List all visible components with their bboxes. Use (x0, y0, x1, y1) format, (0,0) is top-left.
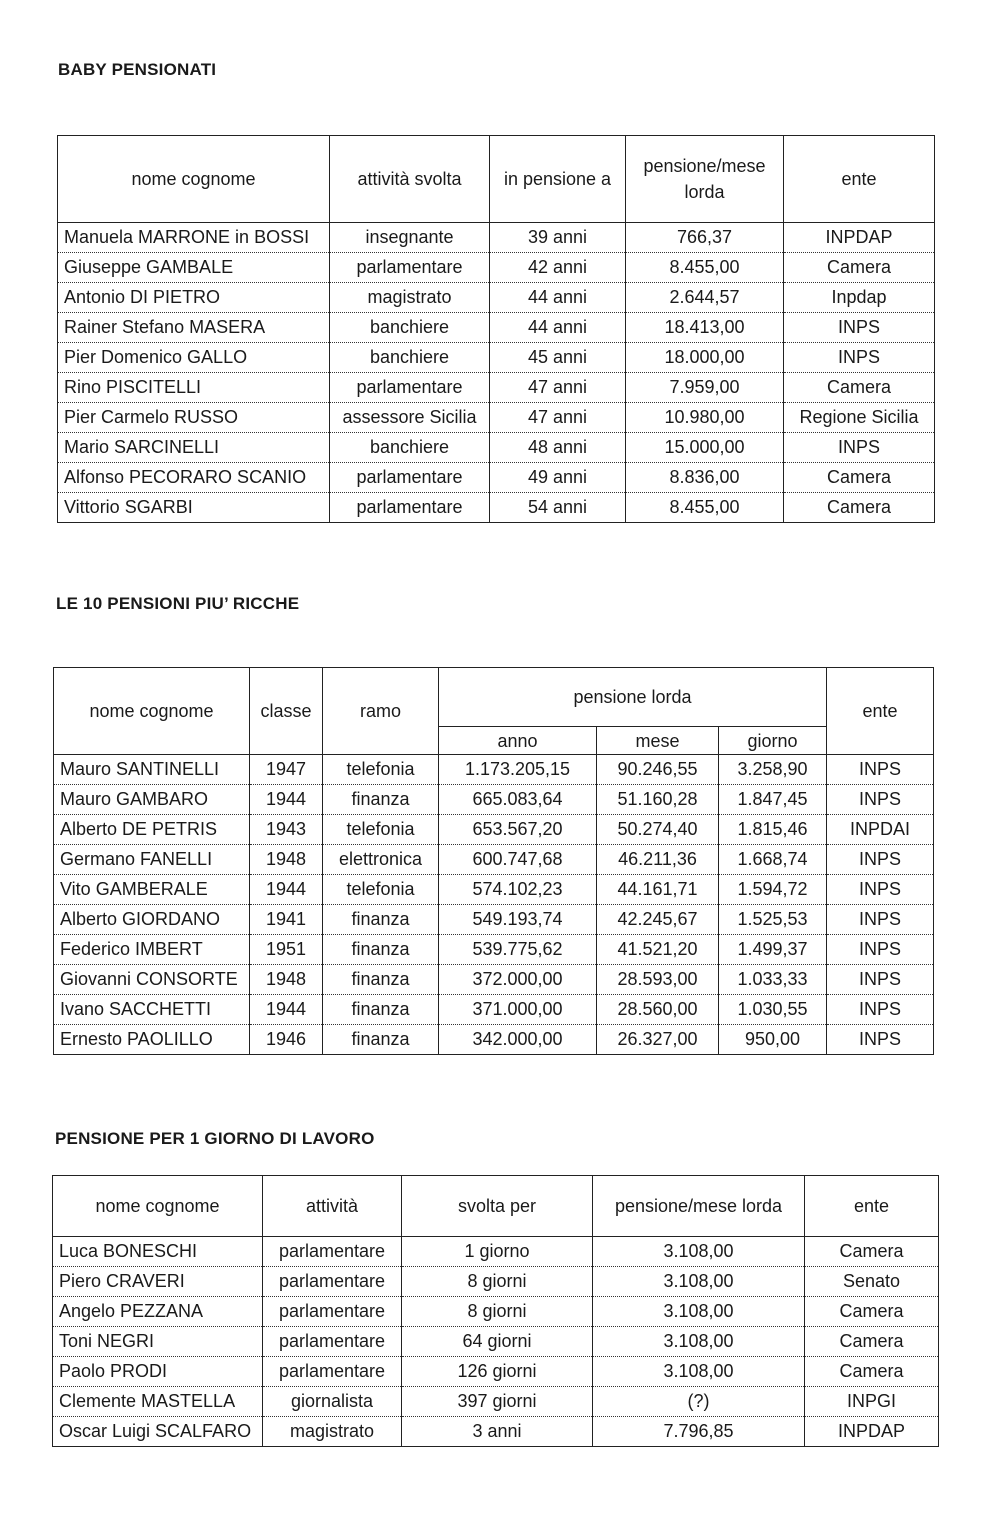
table-row (54, 875, 934, 905)
cell-nome: Paolo PRODI (53, 1357, 263, 1387)
cell-ramo: finanza (323, 935, 439, 965)
cell-svolta-per: 64 giorni (402, 1327, 593, 1357)
col-header-pensione-mese: pensione/mese lorda (626, 136, 784, 223)
cell-pensione-mese: 15.000,00 (626, 433, 784, 463)
cell-nome: Angelo PEZZANA (53, 1297, 263, 1327)
col-header-pensione-mese: pensione/mese lorda (593, 1176, 805, 1237)
table-header-row (54, 668, 934, 727)
cell-attivita: magistrato (330, 283, 490, 313)
table-row (58, 433, 935, 463)
col-header-nome: nome cognome (53, 1176, 263, 1237)
table-row (58, 343, 935, 373)
cell-pensione-mese: 8.455,00 (626, 253, 784, 283)
section-title-baby-pensionati: BABY PENSIONATI (58, 60, 217, 79)
cell-in-pensione: 45 anni (490, 343, 626, 373)
table-row (53, 1327, 939, 1357)
cell-nome: Giuseppe GAMBALE (58, 253, 330, 283)
cell-attivita: parlamentare (263, 1267, 402, 1297)
cell-attivita: parlamentare (330, 493, 490, 523)
cell-svolta-per: 8 giorni (402, 1267, 593, 1297)
col-header-nome: nome cognome (54, 668, 250, 755)
cell-pensione-mese: 7.796,85 (593, 1417, 805, 1447)
cell-mese: 90.246,55 (597, 755, 719, 785)
table-row (58, 283, 935, 313)
col-header-svolta-per: svolta per (402, 1176, 593, 1237)
cell-giorno: 1.030,55 (719, 995, 827, 1025)
cell-giorno: 950,00 (719, 1025, 827, 1055)
cell-ramo: finanza (323, 905, 439, 935)
cell-ente: INPS (827, 755, 934, 785)
cell-attivita: insegnante (330, 223, 490, 253)
cell-svolta-per: 3 anni (402, 1417, 593, 1447)
cell-anno: 653.567,20 (439, 815, 597, 845)
cell-ente: Camera (784, 253, 935, 283)
cell-giorno: 1.668,74 (719, 845, 827, 875)
cell-anno: 372.000,00 (439, 965, 597, 995)
table-row (58, 373, 935, 403)
cell-anno: 539.775,62 (439, 935, 597, 965)
col-header-mese: mese (597, 727, 719, 755)
cell-anno: 665.083,64 (439, 785, 597, 815)
cell-svolta-per: 397 giorni (402, 1387, 593, 1417)
cell-ramo: finanza (323, 965, 439, 995)
cell-nome: Pier Domenico GALLO (58, 343, 330, 373)
table-row (54, 965, 934, 995)
cell-giorno: 1.847,45 (719, 785, 827, 815)
cell-mese: 41.521,20 (597, 935, 719, 965)
cell-nome: Oscar Luigi SCALFARO (53, 1417, 263, 1447)
cell-in-pensione: 49 anni (490, 463, 626, 493)
cell-mese: 44.161,71 (597, 875, 719, 905)
cell-in-pensione: 42 anni (490, 253, 626, 283)
table-row (54, 845, 934, 875)
cell-classe: 1946 (250, 1025, 323, 1055)
cell-pensione-mese: 18.413,00 (626, 313, 784, 343)
cell-classe: 1944 (250, 785, 323, 815)
cell-nome: Antonio DI PIETRO (58, 283, 330, 313)
cell-pensione-mese: 2.644,57 (626, 283, 784, 313)
cell-in-pensione: 47 anni (490, 373, 626, 403)
section-title-pensione-1-giorno: PENSIONE PER 1 GIORNO DI LAVORO (55, 1129, 375, 1148)
cell-pensione-mese: 8.836,00 (626, 463, 784, 493)
col-header-pensione-lorda: pensione lorda (439, 668, 827, 727)
cell-mese: 28.560,00 (597, 995, 719, 1025)
cell-pensione-mese: 18.000,00 (626, 343, 784, 373)
cell-ramo: telefonia (323, 815, 439, 845)
cell-svolta-per: 1 giorno (402, 1237, 593, 1267)
col-header-ente: ente (805, 1176, 939, 1237)
cell-ente: INPGI (805, 1387, 939, 1417)
cell-ramo: elettronica (323, 845, 439, 875)
cell-attivita: banchiere (330, 433, 490, 463)
cell-svolta-per: 8 giorni (402, 1297, 593, 1327)
cell-ente: INPS (784, 343, 935, 373)
cell-nome: Alfonso PECORARO SCANIO (58, 463, 330, 493)
cell-mese: 42.245,67 (597, 905, 719, 935)
cell-in-pensione: 48 anni (490, 433, 626, 463)
col-header-ramo: ramo (323, 668, 439, 755)
cell-ente: Inpdap (784, 283, 935, 313)
cell-anno: 1.173.205,15 (439, 755, 597, 785)
cell-classe: 1947 (250, 755, 323, 785)
cell-attivita: banchiere (330, 343, 490, 373)
cell-giorno: 1.815,46 (719, 815, 827, 845)
cell-ramo: finanza (323, 995, 439, 1025)
col-header-anno: anno (439, 727, 597, 755)
cell-nome: Luca BONESCHI (53, 1237, 263, 1267)
cell-pensione-mese: 8.455,00 (626, 493, 784, 523)
pensione-1-giorno-table (52, 1175, 939, 1447)
baby-pensionati-table (57, 135, 935, 523)
cell-nome: Mario SARCINELLI (58, 433, 330, 463)
table-row (54, 815, 934, 845)
pensioni-ricche-table (53, 667, 934, 1055)
col-header-ente: ente (827, 668, 934, 755)
cell-giorno: 1.594,72 (719, 875, 827, 905)
cell-ente: Camera (805, 1297, 939, 1327)
cell-ente: INPS (827, 905, 934, 935)
cell-anno: 549.193,74 (439, 905, 597, 935)
cell-mese: 50.274,40 (597, 815, 719, 845)
table-row (58, 313, 935, 343)
table-row (54, 995, 934, 1025)
table-row (53, 1357, 939, 1387)
cell-nome: Ivano SACCHETTI (54, 995, 250, 1025)
table-row (58, 223, 935, 253)
table-row (58, 403, 935, 433)
cell-attivita: parlamentare (330, 463, 490, 493)
cell-attivita: parlamentare (263, 1327, 402, 1357)
cell-in-pensione: 44 anni (490, 283, 626, 313)
cell-pensione-mese: 3.108,00 (593, 1327, 805, 1357)
cell-ente: Camera (805, 1357, 939, 1387)
table-row (53, 1417, 939, 1447)
cell-in-pensione: 44 anni (490, 313, 626, 343)
cell-ente: INPDAP (784, 223, 935, 253)
cell-nome: Alberto DE PETRIS (54, 815, 250, 845)
table-header-row (53, 1176, 939, 1237)
cell-ramo: finanza (323, 1025, 439, 1055)
cell-ramo: telefonia (323, 875, 439, 905)
col-header-nome: nome cognome (58, 136, 330, 223)
cell-ente: INPS (827, 1025, 934, 1055)
cell-nome: Germano FANELLI (54, 845, 250, 875)
cell-nome: Vito GAMBERALE (54, 875, 250, 905)
cell-giorno: 1.525,53 (719, 905, 827, 935)
cell-ente: Camera (784, 493, 935, 523)
table-row (58, 463, 935, 493)
cell-ente: INPS (784, 433, 935, 463)
col-header-in-pensione: in pensione a (490, 136, 626, 223)
cell-nome: Clemente MASTELLA (53, 1387, 263, 1417)
cell-nome: Toni NEGRI (53, 1327, 263, 1357)
cell-ente: Regione Sicilia (784, 403, 935, 433)
cell-nome: Mauro SANTINELLI (54, 755, 250, 785)
cell-ente: Senato (805, 1267, 939, 1297)
cell-ente: INPS (827, 845, 934, 875)
cell-classe: 1941 (250, 905, 323, 935)
cell-attivita: parlamentare (330, 253, 490, 283)
cell-classe: 1948 (250, 845, 323, 875)
table-row (58, 493, 935, 523)
cell-mese: 26.327,00 (597, 1025, 719, 1055)
table-row (54, 1025, 934, 1055)
cell-nome: Vittorio SGARBI (58, 493, 330, 523)
cell-attivita: parlamentare (330, 373, 490, 403)
cell-nome: Alberto GIORDANO (54, 905, 250, 935)
cell-attivita: magistrato (263, 1417, 402, 1447)
table-row (58, 253, 935, 283)
cell-attivita: assessore Sicilia (330, 403, 490, 433)
cell-pensione-mese: 3.108,00 (593, 1267, 805, 1297)
cell-pensione-mese: 7.959,00 (626, 373, 784, 403)
cell-attivita: banchiere (330, 313, 490, 343)
cell-classe: 1951 (250, 935, 323, 965)
cell-giorno: 1.499,37 (719, 935, 827, 965)
table-row (53, 1387, 939, 1417)
cell-in-pensione: 39 anni (490, 223, 626, 253)
cell-ramo: telefonia (323, 755, 439, 785)
cell-nome: Mauro GAMBARO (54, 785, 250, 815)
cell-classe: 1948 (250, 965, 323, 995)
cell-attivita: parlamentare (263, 1357, 402, 1387)
cell-ente: Camera (784, 463, 935, 493)
cell-nome: Federico IMBERT (54, 935, 250, 965)
cell-anno: 371.000,00 (439, 995, 597, 1025)
table-header-row (58, 136, 935, 223)
cell-anno: 574.102,23 (439, 875, 597, 905)
cell-classe: 1943 (250, 815, 323, 845)
cell-pensione-mese: 3.108,00 (593, 1297, 805, 1327)
cell-pensione-mese: (?) (593, 1387, 805, 1417)
cell-in-pensione: 54 anni (490, 493, 626, 523)
table-row (53, 1237, 939, 1267)
cell-ente: INPS (827, 785, 934, 815)
cell-mese: 51.160,28 (597, 785, 719, 815)
cell-attivita: parlamentare (263, 1237, 402, 1267)
cell-giorno: 3.258,90 (719, 755, 827, 785)
table-row (53, 1297, 939, 1327)
cell-nome: Giovanni CONSORTE (54, 965, 250, 995)
col-header-ente: ente (784, 136, 935, 223)
cell-nome: Rainer Stefano MASERA (58, 313, 330, 343)
cell-nome: Pier Carmelo RUSSO (58, 403, 330, 433)
cell-mese: 46.211,36 (597, 845, 719, 875)
col-header-giorno: giorno (719, 727, 827, 755)
cell-pensione-mese: 766,37 (626, 223, 784, 253)
table-row (54, 755, 934, 785)
col-header-classe: classe (250, 668, 323, 755)
col-header-attivita: attività svolta (330, 136, 490, 223)
cell-ramo: finanza (323, 785, 439, 815)
cell-nome: Rino PISCITELLI (58, 373, 330, 403)
cell-svolta-per: 126 giorni (402, 1357, 593, 1387)
section-title-pensioni-ricche: LE 10 PENSIONI PIU’ RICCHE (56, 594, 300, 613)
cell-classe: 1944 (250, 875, 323, 905)
cell-attivita: parlamentare (263, 1297, 402, 1327)
cell-ente: Camera (784, 373, 935, 403)
cell-pensione-mese: 3.108,00 (593, 1237, 805, 1267)
cell-ente: Camera (805, 1237, 939, 1267)
cell-classe: 1944 (250, 995, 323, 1025)
cell-ente: INPDAP (805, 1417, 939, 1447)
cell-nome: Manuela MARRONE in BOSSI (58, 223, 330, 253)
cell-ente: INPS (827, 995, 934, 1025)
cell-ente: Camera (805, 1327, 939, 1357)
cell-attivita: giornalista (263, 1387, 402, 1417)
cell-ente: INPS (827, 935, 934, 965)
table-row (53, 1267, 939, 1297)
cell-anno: 600.747,68 (439, 845, 597, 875)
cell-nome: Piero CRAVERI (53, 1267, 263, 1297)
cell-anno: 342.000,00 (439, 1025, 597, 1055)
table-row (54, 935, 934, 965)
cell-ente: INPDAI (827, 815, 934, 845)
cell-ente: INPS (827, 875, 934, 905)
cell-ente: INPS (827, 965, 934, 995)
cell-ente: INPS (784, 313, 935, 343)
col-header-attivita: attività (263, 1176, 402, 1237)
cell-pensione-mese: 3.108,00 (593, 1357, 805, 1387)
table-row (54, 785, 934, 815)
cell-nome: Ernesto PAOLILLO (54, 1025, 250, 1055)
cell-pensione-mese: 10.980,00 (626, 403, 784, 433)
cell-in-pensione: 47 anni (490, 403, 626, 433)
cell-mese: 28.593,00 (597, 965, 719, 995)
cell-giorno: 1.033,33 (719, 965, 827, 995)
table-row (54, 905, 934, 935)
